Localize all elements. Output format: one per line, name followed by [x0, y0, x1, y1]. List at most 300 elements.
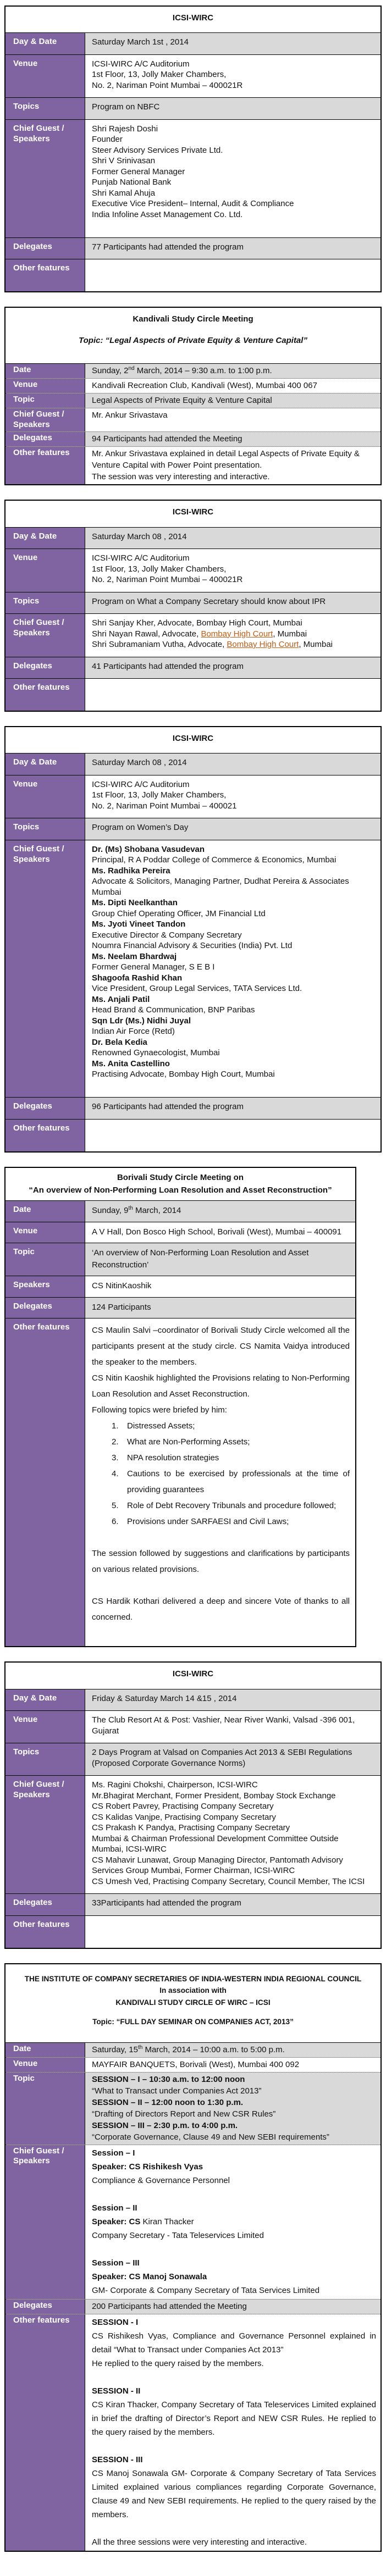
- row-value: [85, 1319, 355, 1646]
- row-label: Topic: [5, 394, 85, 408]
- text-line: ICSI-WIRC A/C Auditorium: [92, 779, 190, 789]
- row-label: Venue: [5, 2058, 85, 2072]
- text-line: All the three sessions were very interesting and interactive.: [92, 2537, 307, 2547]
- text-line: Executive Vice President– Internal, Audit & Compliance: [92, 199, 294, 209]
- table-row: [5, 818, 381, 840]
- text-line: CS Umesh Ved, Practising Company Secretary, Council Member, The ICSI: [92, 1876, 365, 1886]
- text-line: Ms. Neelam Bhardwaj: [92, 951, 177, 961]
- row-value: [85, 1120, 381, 1151]
- row-label: Venue: [5, 1711, 85, 1743]
- text-line: Steer Advisory Services Private Ltd.: [92, 145, 223, 155]
- text-line: [92, 694, 375, 705]
- row-value: [85, 1916, 381, 1948]
- text-line: Services Group Mumbai, Former Chairman, ICSI-WIRC: [92, 1866, 295, 1875]
- text-line: [12, 347, 374, 355]
- text-line: [92, 1134, 375, 1145]
- table-row: [5, 1297, 355, 1319]
- row-label: Delegates: [5, 657, 85, 679]
- row-label: Venue: [5, 1222, 85, 1243]
- row-label: Venue: [5, 775, 85, 818]
- table-row: [5, 1318, 355, 1646]
- text-line: CS Nitin Kaoshik highlighted the Provisions relating to Non-Performing Loan Resolution and Asset Reconstruction.: [92, 1373, 350, 1399]
- row-label: Chief Guest / Speakers: [5, 1776, 85, 1893]
- text-line: Noumra Financial Advisory & Securities (India) Pvt. Ltd: [92, 941, 293, 951]
- text-line: Former General Manager: [92, 167, 185, 176]
- text-line: Head Brand & Communication, BNP Paribas: [92, 1005, 255, 1015]
- row-value: [85, 528, 381, 549]
- table-row: [5, 1689, 381, 1711]
- list-item-text: Provisions under SARFAESI and Civil Laws;: [127, 1517, 289, 1527]
- text-line: Advocate & Solicitors, Managing Partner, Dudhat Pereira & Associates: [92, 877, 349, 887]
- text-line: Former General Manager, S E B I: [92, 962, 215, 972]
- text-line: [92, 2370, 376, 2384]
- row-value: [85, 592, 381, 614]
- text-line: 124 Participants: [92, 1302, 151, 1312]
- row-value: [85, 1098, 381, 1119]
- row-value: [85, 2314, 381, 2551]
- row-value: [85, 2300, 381, 2314]
- row-value: [85, 1894, 381, 1915]
- text-line: ICSI-WIRC: [172, 507, 214, 517]
- table-kandivali-study-circle-2014-03-02: [4, 307, 382, 485]
- text-line: Founder: [92, 135, 123, 145]
- row-value: [85, 614, 381, 657]
- text-line: Principal, R A Poddar College of Commerce & Economics, Mumbai: [92, 855, 337, 865]
- text-line: [92, 1625, 350, 1641]
- text-line: Practising Advocate, Bombay High Court, Mumbai: [92, 1070, 275, 1079]
- row-label: Delegates: [5, 432, 85, 446]
- row-value: [85, 1298, 355, 1319]
- list-number: 3.: [112, 1453, 119, 1463]
- row-value: [85, 120, 381, 237]
- text-line: Compliance & Governance Personnel: [92, 2175, 230, 2185]
- table-title: [5, 1168, 355, 1201]
- text-line: THE INSTITUTE OF COMPANY SECRETARIES OF INDIA-WESTERN INDIA REGIONAL COUNCIL: [24, 1974, 362, 1983]
- text-segment: th: [137, 2044, 143, 2051]
- text-line: CS Prakash K Pandya, Practising Company Secretary: [92, 1823, 290, 1832]
- text-line: [92, 1514, 350, 1530]
- text-line: The session followed by suggestions and clarifications by participants on various related provisions.: [92, 1549, 350, 1575]
- table-row: [5, 753, 381, 775]
- table-row: [5, 237, 381, 259]
- row-value: [85, 775, 381, 818]
- text-line: [92, 1434, 350, 1450]
- row-value: [85, 238, 381, 259]
- text-line: Shri Sanjay Kher, Advocate, Bombay High Court, Mumbai: [92, 618, 302, 628]
- text-line: [92, 629, 375, 640]
- table-borivali-study-circle-2014-03-09: [4, 1167, 356, 1648]
- text-line: KANDIVALI STUDY CIRCLE OF WIRC – ICSI: [115, 1998, 271, 2007]
- row-value: [85, 33, 381, 54]
- text-line: SESSION – III – 2:30 p.m. to 4:00 p.m.: [92, 2120, 238, 2130]
- text-line: ICSI-WIRC: [172, 1669, 214, 1679]
- text-line: Mr. Ankur Srivastava: [92, 410, 168, 420]
- table-row: [5, 2072, 381, 2145]
- table-row: [5, 527, 381, 549]
- row-label: Venue: [5, 55, 85, 98]
- row-value: [85, 1743, 381, 1775]
- table-row: [5, 549, 381, 592]
- text-line: [92, 263, 375, 274]
- text-line: “What to Transact under Companies Act 2013”: [92, 2086, 262, 2096]
- text-line: Session – II: [92, 2203, 137, 2213]
- text-line: 200 Participants had attended the Meeting: [92, 2301, 247, 2311]
- row-label: Topics: [5, 592, 85, 614]
- text-line: [92, 220, 375, 231]
- text-line: CS Kiran Thacker, Company Secretary of Tata Teleservices Limited explained in brief the drafting of Director’s Report and NEW CSR Rules. He replied to the query raised by the members.: [92, 2400, 376, 2437]
- list-item-text: Distressed Assets;: [127, 1421, 195, 1431]
- table-row: [5, 1893, 381, 1915]
- text-line: CS NitinKaoshik: [92, 1281, 152, 1291]
- text-line: Speaker: CS Rishikesh Vyas: [92, 2162, 203, 2171]
- text-line: Mr. Ankur Srivastava explained in detail Legal Aspects of Private Equity & Venture Capital with Power Point presentation.: [92, 449, 360, 470]
- text-line: [92, 1930, 375, 1941]
- text-line: Renowned Gynaecologist, Mumbai: [92, 1048, 220, 1058]
- table-row: [5, 446, 381, 484]
- table-row: [5, 2042, 381, 2057]
- row-label: Other features: [5, 1916, 85, 1948]
- table-row: [5, 378, 381, 393]
- text-line: Sqn Ldr (Ms.) Nidhi Juyal: [92, 1016, 191, 1026]
- table-row: [5, 678, 381, 711]
- text-line: GM- Corporate & Company Secretary of Tata Services Limited: [92, 2285, 320, 2295]
- text-line: India Infoline Asset Management Co. Ltd.: [92, 209, 243, 219]
- table-row: [5, 592, 381, 614]
- row-value: [85, 679, 381, 711]
- text-line: Shagoofa Rashid Khan: [92, 973, 183, 983]
- table-title: [5, 1663, 381, 1688]
- text-segment: March, 2014: [133, 1206, 181, 1216]
- row-value: [85, 2145, 381, 2299]
- row-value: [85, 754, 381, 775]
- row-label: Topics: [5, 98, 85, 119]
- list-item-text: NPA resolution strategies: [127, 1453, 219, 1463]
- text-line: Speaker: CS Manoj Sonawala: [92, 2272, 207, 2281]
- row-label: Day & Date: [5, 1689, 85, 1711]
- table-row: [5, 32, 381, 54]
- text-segment: Shri Subramaniam Vutha, Advocate,: [92, 640, 227, 649]
- text-segment: Speaker: CS: [92, 2217, 143, 2226]
- row-value: [85, 1711, 381, 1743]
- text-line: The session was very interesting and interactive.: [92, 472, 270, 482]
- text-line: CS Rishikesh Vyas, Compliance and Governance Personnel explained in detail “What to Transact under Companies Act 2013”: [92, 2331, 376, 2355]
- table-row: [5, 2145, 381, 2299]
- text-line: Vice President, Group Legal Services, TATA Services Ltd.: [92, 984, 302, 994]
- text-line: Session – I: [92, 2148, 135, 2158]
- row-label: Date: [5, 1201, 85, 1222]
- text-line: Saturday March 08 , 2014: [92, 531, 187, 541]
- list-item-text: What are Non-Performing Assets;: [127, 1437, 250, 1447]
- text-line: [92, 1466, 350, 1498]
- table-icsi-wirc-2014-03-14-15-valsad: [4, 1661, 382, 1948]
- text-line: 1st Floor, 13, Jolly Maker Chambers,: [92, 790, 227, 800]
- table-row: [5, 1710, 381, 1743]
- text-line: Kandivali Study Circle Meeting: [133, 314, 253, 324]
- text-line: [11, 2009, 375, 2017]
- text-line: CS Maulin Salvi –coordinator of Borivali Study Circle welcomed all the participants present at the study circle. CS Namita Vaidya introduced the speaker to the members.: [92, 1326, 350, 1367]
- text-line: He replied to the query raised by the members.: [92, 2358, 264, 2368]
- text-line: “An overview of Non-Performing Loan Resolution and Asset Reconstruction”: [29, 1185, 332, 1195]
- text-line: Executive Director & Company Secretary: [92, 930, 242, 940]
- table-row: [5, 613, 381, 657]
- row-value: [85, 1201, 355, 1222]
- text-line: No. 2, Nariman Point Mumbai – 400021R: [92, 80, 243, 90]
- table-row: [5, 119, 381, 237]
- table-title: [5, 501, 381, 527]
- row-label: Chief Guest / Speakers: [5, 120, 85, 237]
- table-icsi-wirc-2014-03-08-ipr: [4, 500, 382, 712]
- row-label: Other features: [5, 1319, 85, 1646]
- text-line: [92, 1418, 350, 1434]
- text-line: [92, 683, 375, 694]
- list-number: 4.: [112, 1469, 119, 1479]
- text-line: Program on Women’s Day: [92, 823, 189, 833]
- row-label: Delegates: [5, 1298, 85, 1319]
- table-row: [5, 775, 381, 818]
- text-line: CS Manoj Sonawala GM- Corporate & Company Secretary of Tata Services Limited explained various compliances regarding Corporate Governance, Clause 49 and New SEBI requirements. He replied to the query raised by the members.: [92, 2468, 376, 2519]
- text-line: Program on What a Company Secretary should know about IPR: [92, 596, 326, 606]
- text-line: Ms. Anita Castellino: [92, 1059, 170, 1068]
- text-line: Friday & Saturday March 14 &15 , 2014: [92, 1693, 237, 1703]
- table-title: [5, 1964, 381, 2042]
- row-label: Delegates: [5, 1098, 85, 1119]
- bombay-high-court-link[interactable]: Bombay High Court: [201, 629, 273, 639]
- row-label: Topics: [5, 1743, 85, 1775]
- row-value: [85, 1776, 381, 1893]
- row-label: Delegates: [5, 1894, 85, 1915]
- text-segment: , Mumbai: [273, 629, 307, 639]
- row-value: [85, 1689, 381, 1711]
- text-line: Company Secretary - Tata Teleservices Limited: [92, 2230, 264, 2240]
- row-label: Venue: [5, 549, 85, 592]
- text-line: SESSION - III: [92, 2455, 143, 2464]
- text-line: Mumbai, ICSI-WIRC: [92, 1844, 167, 1854]
- text-line: Dr. Bela Kedia: [92, 1037, 147, 1047]
- bombay-high-court-link[interactable]: Bombay High Court: [227, 640, 299, 649]
- row-value: [85, 408, 381, 432]
- text-line: Dr. (Ms) Shobana Vasudevan: [92, 844, 205, 854]
- table-row: [5, 1243, 355, 1276]
- table-row: [5, 1915, 381, 1948]
- row-label: Topic: [5, 1243, 85, 1276]
- text-line: Borivali Study Circle Meeting on: [117, 1172, 244, 1182]
- table-row: [5, 2314, 381, 2551]
- text-line: Kandivali Recreation Club, Kandivali (West), Mumbai 400 067: [92, 380, 317, 390]
- text-line: Mumbai: [92, 887, 122, 897]
- row-label: Date: [5, 364, 85, 378]
- text-line: No. 2, Nariman Point Mumbai – 400021: [92, 801, 237, 811]
- text-line: ICSI-WIRC A/C Auditorium: [92, 59, 190, 69]
- list-item-text: Role of Debt Recovery Tribunals and procedure followed;: [127, 1501, 337, 1511]
- text-line: CS Hardik Kothari delivered a deep and sincere Vote of thanks to all concerned.: [92, 1597, 350, 1622]
- list-number: 6.: [112, 1517, 119, 1527]
- text-line: ICSI-WIRC: [172, 13, 214, 23]
- row-value: [85, 1276, 355, 1297]
- text-line: 41 Participants had attended the program: [92, 661, 244, 671]
- row-value: [85, 549, 381, 592]
- table-icsi-wirc-2014-03-08-womens-day: [4, 726, 382, 1153]
- table-row: [5, 1119, 381, 1151]
- row-value: [85, 2043, 381, 2057]
- text-segment: Kiran Thacker: [142, 2217, 194, 2226]
- text-line: [92, 2215, 376, 2229]
- row-value: [85, 657, 381, 679]
- text-line: ‘An overview of Non-Performing Loan Resolution and Asset Reconstruction’: [92, 1248, 309, 1270]
- text-line: [92, 2044, 376, 2056]
- table-row: [5, 1200, 355, 1222]
- table-row: [5, 259, 381, 291]
- text-line: The Club Resort At & Post: Vashier, Near River Wanki, Valsad -396 001, Gujarat: [92, 1715, 355, 1736]
- row-value: [85, 394, 381, 408]
- text-line: Topic: “FULL DAY SEMINAR ON COMPANIES ACT, 2013”: [92, 2018, 294, 2026]
- list-item-text: Cautions to be exercised by professionals at the time of providing guarantees: [127, 1469, 350, 1495]
- text-line: Session – III: [92, 2258, 140, 2268]
- text-line: Ms. Dipti Neelkanthan: [92, 898, 178, 908]
- table-row: [5, 54, 381, 98]
- text-line: CS Mahavir Lunawat, Group Managing Director, Pantomath Advisory: [92, 1855, 343, 1865]
- text-line: SESSION – I – 10:30 a.m. to 12:00 noon: [92, 2074, 245, 2084]
- row-value: [85, 818, 381, 840]
- row-value: [85, 259, 381, 291]
- row-label: Topic: [5, 2073, 85, 2145]
- text-line: Shri Kamal Ahuja: [92, 188, 156, 198]
- text-line: 94 Participants had attended the Meeting: [92, 434, 242, 444]
- text-line: 1st Floor, 13, Jolly Maker Chambers,: [92, 564, 227, 574]
- row-value: [85, 379, 381, 393]
- list-number: 2.: [112, 1437, 119, 1447]
- text-line: 2 Days Program at Valsad on Companies Act 2013 & SEBI Regulations (Proposed Corporate Governance Norms): [92, 1748, 352, 1768]
- text-line: [92, 1205, 350, 1217]
- table-row: [5, 657, 381, 679]
- text-line: [92, 1577, 350, 1593]
- list-number: 1.: [112, 1421, 119, 1431]
- table-row: [5, 97, 381, 119]
- text-line: Mumbai & Chairman Professional Development Committee Outside: [92, 1833, 339, 1843]
- row-value: [85, 55, 381, 98]
- text-line: 33Participants had attended the program: [92, 1898, 241, 1908]
- text-line: Indian Air Force (Retd): [92, 1027, 175, 1037]
- text-line: CS Robert Pavrey, Practising Company Secretary: [92, 1802, 274, 1811]
- row-value: [85, 2073, 381, 2145]
- row-label: Other features: [5, 2314, 85, 2551]
- text-segment: March, 2014 – 10:00 a.m. to 5:00 p.m.: [142, 2045, 285, 2054]
- text-line: Saturday March 08 , 2014: [92, 758, 187, 768]
- text-segment: Saturday, 15: [92, 2045, 138, 2054]
- text-line: “Corporate Governance, Clause 49 and New SEBI requirements”: [92, 2132, 329, 2142]
- row-value: [85, 1243, 355, 1276]
- text-line: Group Chief Operating Officer, JM Financial Ltd: [92, 908, 266, 918]
- text-line: ICSI-WIRC A/C Auditorium: [92, 553, 190, 563]
- text-segment: Shri Nayan Rawal, Advocate,: [92, 629, 201, 639]
- text-line: [92, 2522, 376, 2535]
- row-label: Day & Date: [5, 33, 85, 54]
- text-line: Saturday March 1st , 2014: [92, 37, 189, 47]
- text-line: Legal Aspects of Private Equity & Venture Capital: [92, 395, 272, 405]
- text-line: Ms. Radhika Pereira: [92, 866, 170, 876]
- table-row: [5, 2057, 381, 2072]
- text-line: [92, 1920, 375, 1931]
- row-value: [85, 840, 381, 1098]
- row-value: [85, 2058, 381, 2072]
- text-line: [92, 2242, 376, 2256]
- text-line: ICSI-WIRC: [172, 734, 214, 743]
- table-row: [5, 1276, 355, 1297]
- table-row: [5, 840, 381, 1098]
- table-row: [5, 431, 381, 446]
- row-label: Date: [5, 2043, 85, 2057]
- text-line: SESSION - I: [92, 2317, 139, 2327]
- text-line: SESSION – II – 12:00 noon to 1:30 p.m.: [92, 2097, 244, 2107]
- row-value: [85, 364, 381, 378]
- text-line: [92, 274, 375, 285]
- row-value: [85, 447, 381, 484]
- text-line: 1st Floor, 13, Jolly Maker Chambers,: [92, 70, 227, 80]
- text-line: Shri Rajesh Doshi: [92, 124, 158, 134]
- text-line: [92, 1080, 375, 1091]
- row-label: Other features: [5, 447, 85, 484]
- text-line: “Drafting of Directors Report and New CSR Rules”: [92, 2109, 276, 2119]
- row-label: Venue: [5, 379, 85, 393]
- table-row: [5, 2299, 381, 2314]
- text-segment: Sunday, 9: [92, 1206, 129, 1216]
- row-label: Other features: [5, 1120, 85, 1151]
- row-value: [85, 1222, 355, 1243]
- row-label: Other features: [5, 679, 85, 711]
- row-label: Speakers: [5, 1276, 85, 1297]
- row-label: Day & Date: [5, 754, 85, 775]
- table-row: [5, 1775, 381, 1893]
- text-line: SESSION - II: [92, 2386, 141, 2396]
- text-line: Ms. Jyoti Vineet Tandon: [92, 919, 186, 929]
- list-number: 5.: [112, 1501, 119, 1511]
- text-line: 77 Participants had attended the program: [92, 242, 244, 252]
- text-line: Program on NBFC: [92, 102, 160, 112]
- table-row: [5, 363, 381, 378]
- row-value: [85, 432, 381, 446]
- report-page: [0, 5, 386, 2552]
- row-label: Chief Guest / Speakers: [5, 2145, 85, 2299]
- text-line: [12, 326, 374, 334]
- table-kandivali-full-day-seminar-2014-03-15: [4, 1963, 382, 2552]
- table-row: [5, 408, 381, 432]
- row-value: [85, 98, 381, 119]
- row-label: Other features: [5, 259, 85, 291]
- text-segment: , Mumbai: [299, 640, 333, 649]
- row-label: Chief Guest / Speakers: [5, 840, 85, 1098]
- text-line: Shri V Srinivasan: [92, 156, 156, 166]
- text-line: Mr.Bhagirat Merchant, Former President, Bombay Stock Exchange: [92, 1791, 336, 1801]
- row-label: Chief Guest / Speakers: [5, 408, 85, 432]
- text-segment: nd: [128, 365, 135, 372]
- text-line: [11, 2028, 375, 2036]
- text-line: MAYFAIR BANQUETS, Borivali (West), Mumbai 400 092: [92, 2059, 300, 2069]
- text-line: No. 2, Nariman Point Mumbai – 400021R: [92, 575, 243, 584]
- text-line: Punjab National Bank: [92, 178, 172, 187]
- table-row: [5, 1222, 355, 1243]
- row-label: Day & Date: [5, 528, 85, 549]
- text-line: Topic: “Legal Aspects of Private Equity & Venture Capital”: [79, 335, 307, 345]
- table-row: [5, 393, 381, 408]
- text-line: [92, 1450, 350, 1466]
- text-line: Ms. Anjali Patil: [92, 994, 150, 1004]
- text-line: In association with: [159, 1986, 227, 1995]
- text-line: Ms. Ragini Chokshi, Chairperson, ICSI-WIRC: [92, 1780, 258, 1790]
- text-line: [92, 639, 375, 650]
- text-line: Following topics were briefed by him:: [92, 1405, 227, 1415]
- row-label: Delegates: [5, 238, 85, 259]
- row-label: Chief Guest / Speakers: [5, 614, 85, 657]
- table-title: [5, 727, 381, 753]
